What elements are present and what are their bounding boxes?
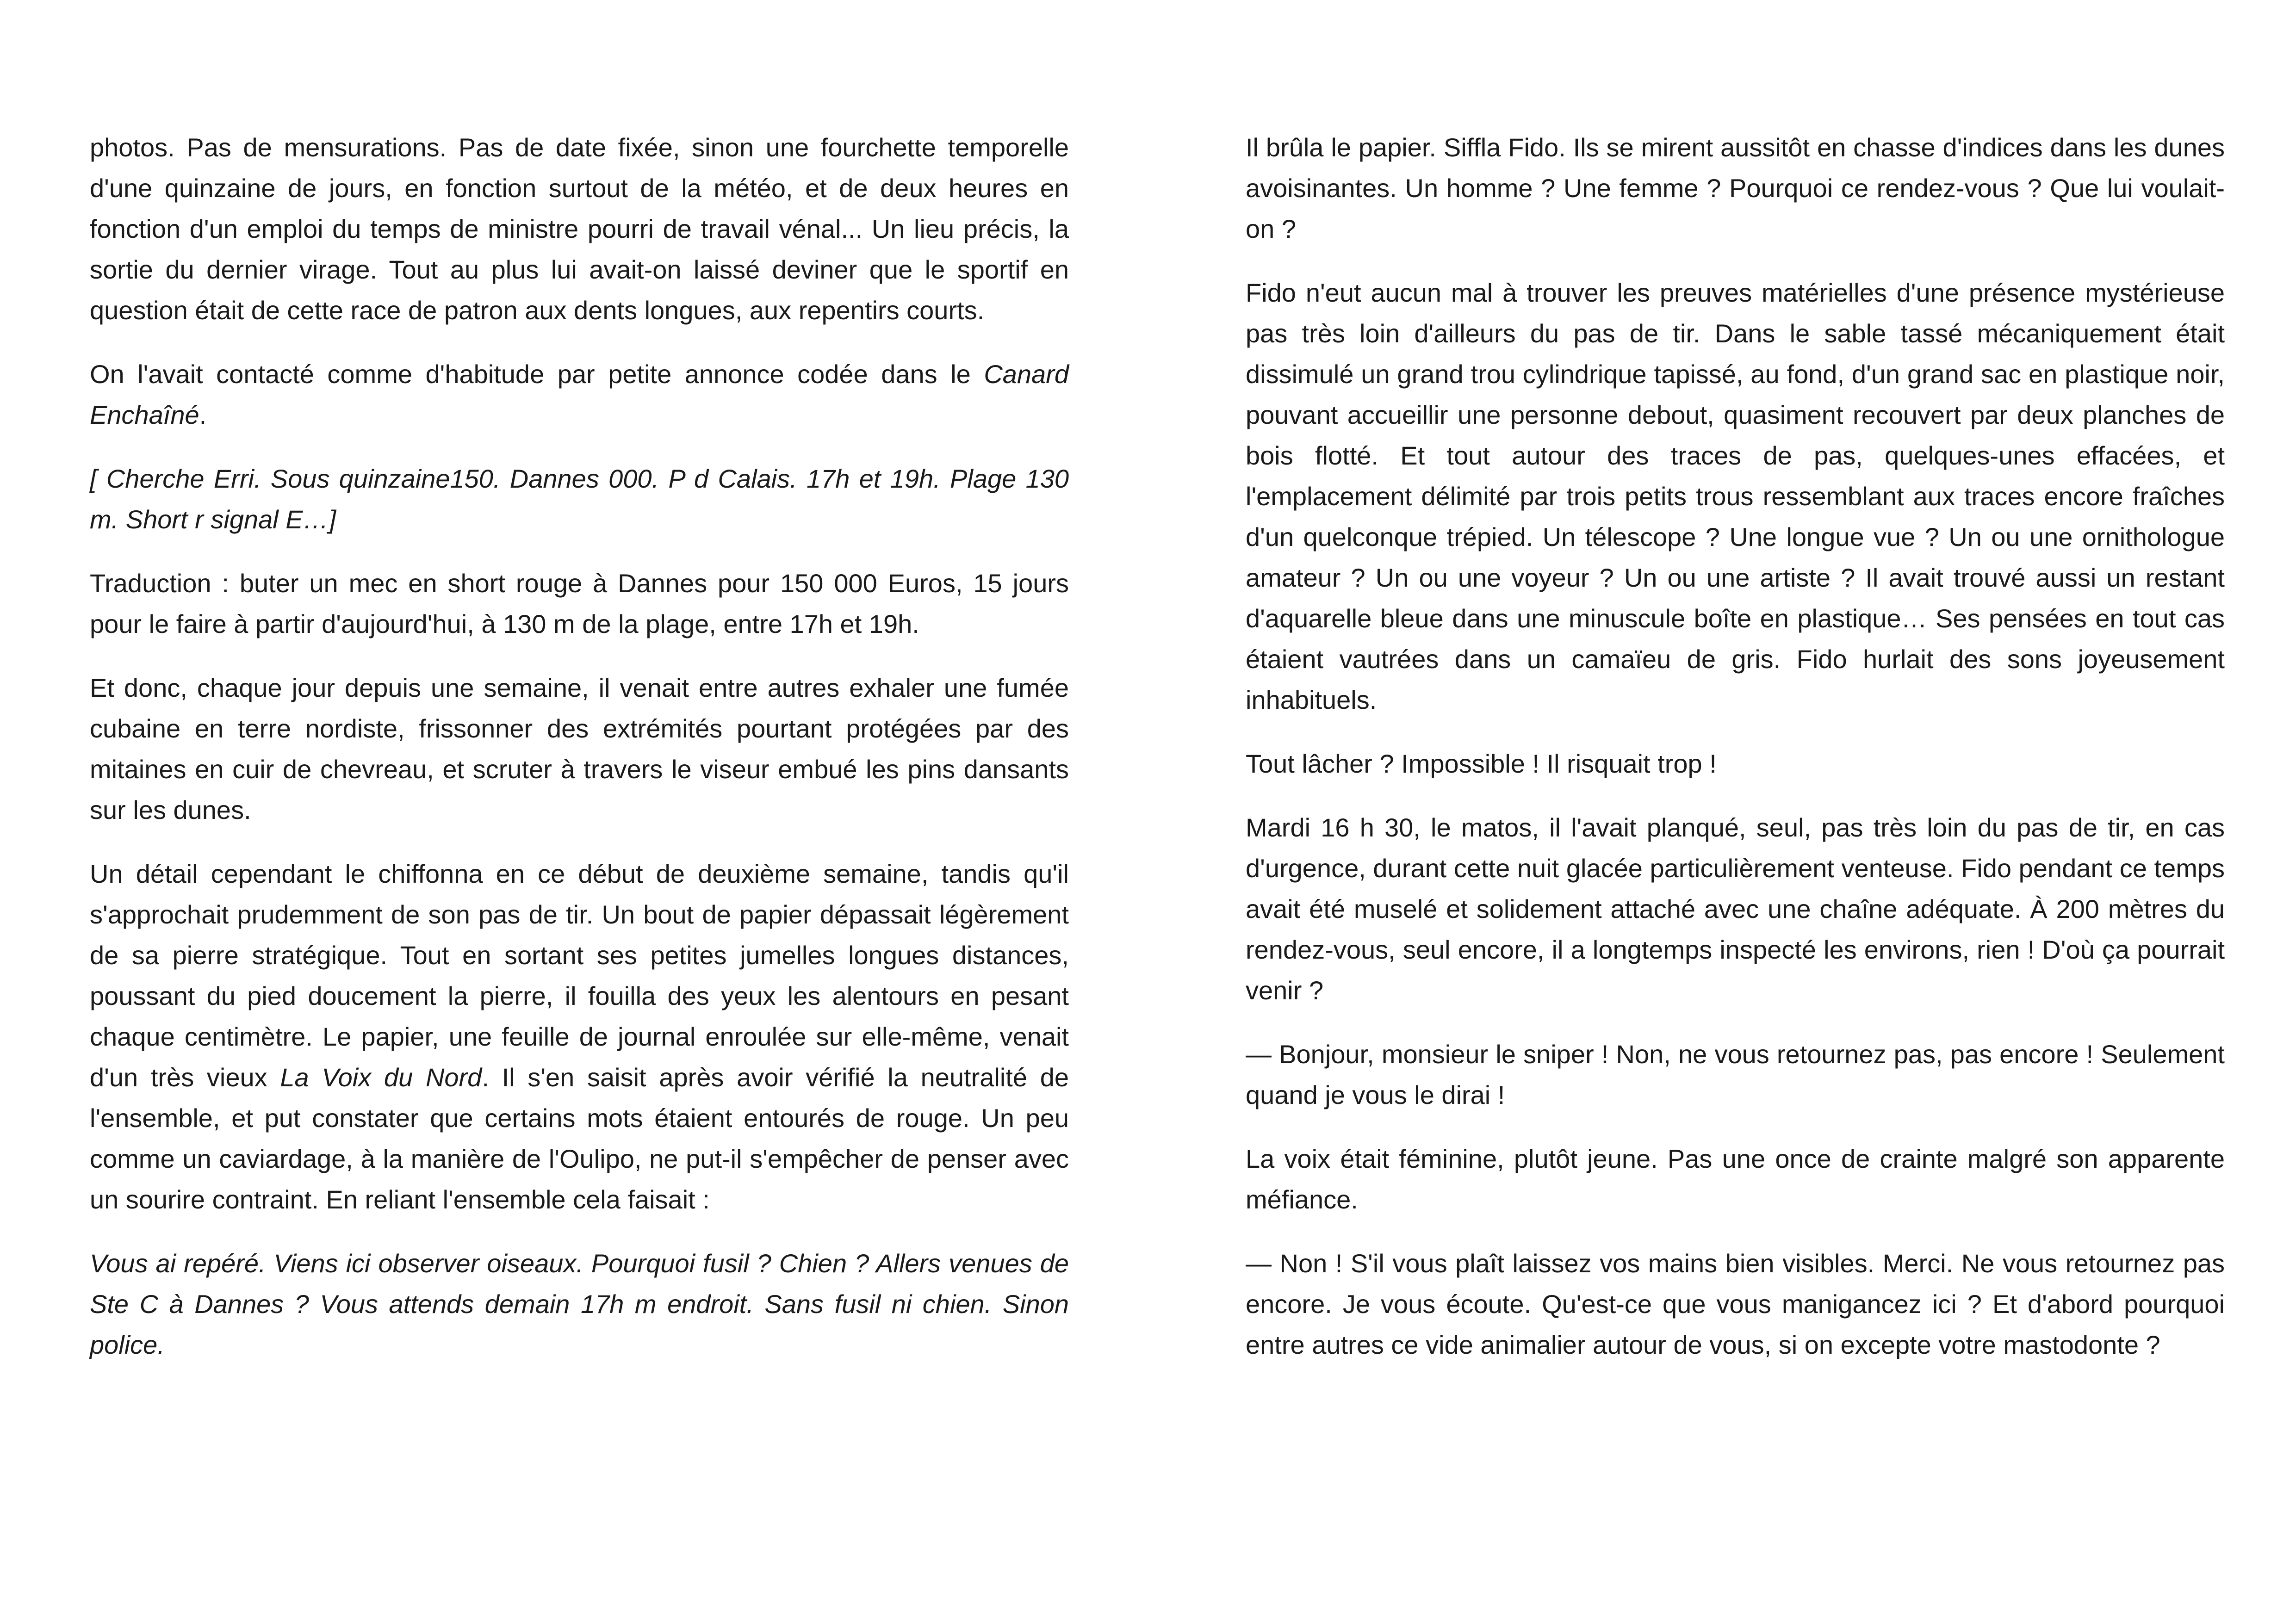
paragraph: Mardi 16 h 30, le matos, il l'avait planqué, seul, pas très loin du pas de tir, en cas d'urgence, durant cette nuit glacée particulièrement venteuse. Fido pendant ce temps avait été muselé et solidement attaché avec une chaîne adéquate. À 200 mètres du rendez-vous, seul encore, il a longtemps inspecté les environs, rien ! D'où ça pourrait venir ? [1246,813,2225,1005]
paragraph: photos. Pas de mensurations. Pas de date fixée, sinon une fourchette temporelle d'une quinzaine de jours, en fonction surtout de la météo, et de deux heures en fonction d'un emploi du temps de ministre pourri de travail vénal... Un lieu précis, la sortie du dernier virage. Tout au plus lui avait-on laissé deviner que le sportif en question était de cette race de patron aux dents longues, aux repentirs courts. [90,133,1069,325]
right-page-column [1246,127,2225,1388]
paragraph [90,854,1069,1220]
paragraph [90,354,1069,435]
newspaper-title: Canard Enchaîné [90,359,1069,429]
paragraph-text: On l'avait contacté comme d'habitude par petite annonce codée dans le [90,359,984,389]
dialogue-paragraph: — Non ! S'il vous plaît laissez vos mains bien visibles. Merci. Ne vous retournez pas encore. Je vous écoute. Qu'est-ce que vous manigancez ici ? Et d'abord pourquoi entre autres ce vide animalier autour de vous, si on excepte votre mastodonte ? [1246,1249,2225,1359]
paragraph-text: Un détail cependant le chiffonna en ce début de deuxième semaine, tandis qu'il s'approchait prudemment de son pas de tir. Un bout de papier dépassait légèrement de sa pierre stratégique. Tout en sortant ses petites jumelles longues distances, poussant du pied doucement la pierre, il fouilla des yeux les alentours en pesant chaque centimètre. Le papier, une feuille de journal enroulée sur elle-même, venait d'un très vieux [90,859,1069,1092]
paragraph: Et donc, chaque jour depuis une semaine, il venait entre autres exhaler une fumée cubaine en terre nordiste, frissonner des extrémités pourtant protégées par des mitaines en cuir de chevreau, et scruter à travers le viseur embué les pins dansants sur les dunes. [90,673,1069,824]
left-page-column [90,127,1069,1388]
paragraph: Traduction : buter un mec en short rouge à Dannes pour 150 000 Euros, 15 jours pour le faire à partir d'aujourd'hui, à 130 m de la plage, entre 17h et 19h. [90,569,1069,638]
paragraph: La voix était féminine, plutôt jeune. Pas une once de crainte malgré son apparente méfiance. [1246,1144,2225,1214]
coded-ad-paragraph: [ Cherche Erri. Sous quinzaine150. Dannes 000. P d Calais. 17h et 19h. Plage 130 m. Short r signal E…] [90,464,1069,534]
paragraph: Il brûla le papier. Siffla Fido. Ils se mirent aussitôt en chasse d'indices dans les dunes avoisinantes. Un homme ? Une femme ? Pourquoi ce rendez-vous ? Que lui voulait-on ? [1246,133,2225,243]
paragraph: Tout lâcher ? Impossible ! Il risquait trop ! [1246,749,1717,778]
paragraph: Fido n'eut aucun mal à trouver les preuves matérielles d'une présence mystérieuse pas très loin d'ailleurs du pas de tir. Dans le sable tassé mécaniquement était dissimulé un grand trou cylindrique tapissé, au fond, d'un grand sac en plastique noir, pouvant accueillir une personne debout, quasiment recouvert par deux planches de bois flotté. Et tout autour des traces de pas, quelques-unes effacées, et l'emplacement délimité par trois petits trous ressemblant aux traces encore fraîches d'un quelconque trépied. Un télescope ? Une longue vue ? Un ou une ornithologue amateur ? Un ou une voyeur ? Un ou une artiste ? Il avait trouvé aussi un restant d'aquarelle bleue dans une minuscule boîte en plastique… Ses pensées en tout cas étaient vautrées dans un camaïeu de gris. Fido hurlait des sons joyeusement inhabituels. [1246,278,2225,714]
newspaper-title: La Voix du Nord [280,1063,482,1092]
paragraph-text: . Il s'en saisit après avoir vérifié la neutralité de l'ensemble, et put constater que certains mots étaient entourés de rouge. Un peu comme un caviardage, à la manière de l'Oulipo, ne put-il s'empêcher de penser avec un sourire contraint. En reliant l'ensemble cela faisait : [90,1063,1069,1214]
dialogue-paragraph: — Bonjour, monsieur le sniper ! Non, ne vous retournez pas, pas encore ! Seulement quand je vous le dirai ! [1246,1040,2225,1109]
paragraph-text: . [199,400,207,429]
coded-message-paragraph: Vous ai repéré. Viens ici observer oiseaux. Pourquoi fusil ? Chien ? Allers venues de Ste C à Dannes ? Vous attends demain 17h m endroit. Sans fusil ni chien. Sinon police. [90,1249,1069,1359]
